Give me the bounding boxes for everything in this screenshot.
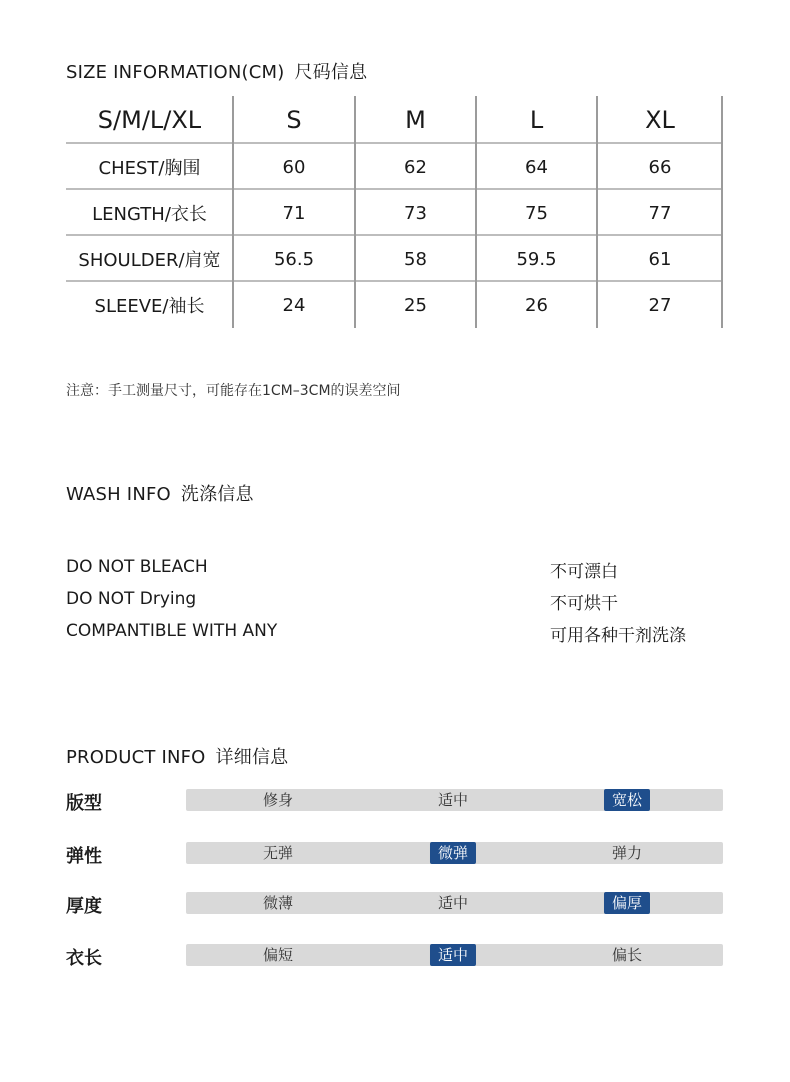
size-header-cell: L [529,106,544,134]
size-value: 24 [282,294,306,316]
size-header-cell: XL [645,106,675,134]
wash-info-title-en: WASH INFO [66,484,171,505]
size-header-cell: S/M/L/XL [97,106,202,134]
size-info-title-cn: 尺码信息 [294,62,368,83]
table-divider [475,96,477,328]
table-divider [354,96,356,328]
scale-option: 修身 [262,791,294,809]
scale-option: 无弹 [262,844,294,862]
size-row-label: SLEEVE/袖长 [94,296,205,317]
size-header-cell: S [286,106,302,134]
size-header-cell: M [405,106,426,134]
product-attr-label: 衣长 [66,948,102,969]
scale-option: 偏短 [262,946,294,964]
scale-option-selected: 偏厚 [604,892,650,914]
scale-option: 适中 [437,791,469,809]
product-info-title [66,743,288,769]
product-info-title-cn: 详细信息 [215,747,289,768]
table-divider [66,280,723,282]
size-row-label: LENGTH/衣长 [92,204,207,225]
size-value: 60 [282,156,306,178]
wash-item-en: DO NOT BLEACH [66,557,208,577]
product-attr-scale [186,789,723,811]
size-value: 64 [525,156,548,178]
size-info-title [66,58,367,84]
scale-option: 适中 [437,894,469,912]
wash-item-en: COMPANTIBLE WITH ANY [66,621,278,641]
wash-item-en: DO NOT Drying [66,589,197,609]
size-value: 56.5 [273,248,315,270]
wash-info-title-cn: 洗涤信息 [180,484,254,505]
size-value: 62 [404,156,427,178]
size-table-row [66,236,723,282]
size-table-header-row [66,96,723,144]
product-attr-label: 版型 [66,793,102,814]
size-value: 77 [648,202,672,224]
wash-item-cn: 不可漂白 [550,562,618,582]
table-divider [66,142,723,144]
size-table-row [66,282,723,328]
size-value: 75 [525,202,548,224]
size-value: 58 [404,248,427,270]
scale-option-selected: 适中 [430,944,476,966]
table-divider [721,96,723,328]
size-row-label: CHEST/胸围 [98,158,201,179]
table-divider [66,234,723,236]
product-attr-scale [186,892,723,914]
size-info-title-en: SIZE INFORMATION(CM) [66,62,285,83]
size-value: 61 [648,248,672,270]
size-table [66,96,723,328]
size-value: 59.5 [516,248,557,270]
product-info-title-en: PRODUCT INFO [66,747,206,768]
product-attr-scale [186,842,723,864]
size-value: 66 [648,156,672,178]
product-attr-scale [186,944,723,966]
scale-option-selected: 宽松 [604,789,650,811]
wash-info-title [66,480,254,506]
size-table-row [66,144,723,190]
scale-option: 微薄 [262,894,294,912]
size-table-row [66,190,723,236]
size-value: 25 [404,294,427,316]
scale-option: 偏长 [611,946,643,964]
table-divider [66,188,723,190]
size-value: 26 [525,294,548,316]
size-value: 27 [648,294,672,316]
scale-option: 弹力 [611,844,643,862]
measurement-note: 注意：手工测量尺寸，可能存在1CM–3CM的误差空间 [66,383,401,399]
size-row-label: SHOULDER/肩宽 [78,250,221,271]
product-attr-label: 弹性 [66,846,102,867]
table-divider [596,96,598,328]
product-attr-label: 厚度 [66,896,102,917]
size-value: 73 [404,202,427,224]
scale-option-selected: 微弹 [430,842,476,864]
table-divider [232,96,234,328]
wash-item-cn: 不可烘干 [550,594,618,614]
size-value: 71 [282,202,306,224]
wash-item-cn: 可用各种干剂洗涤 [550,626,686,646]
